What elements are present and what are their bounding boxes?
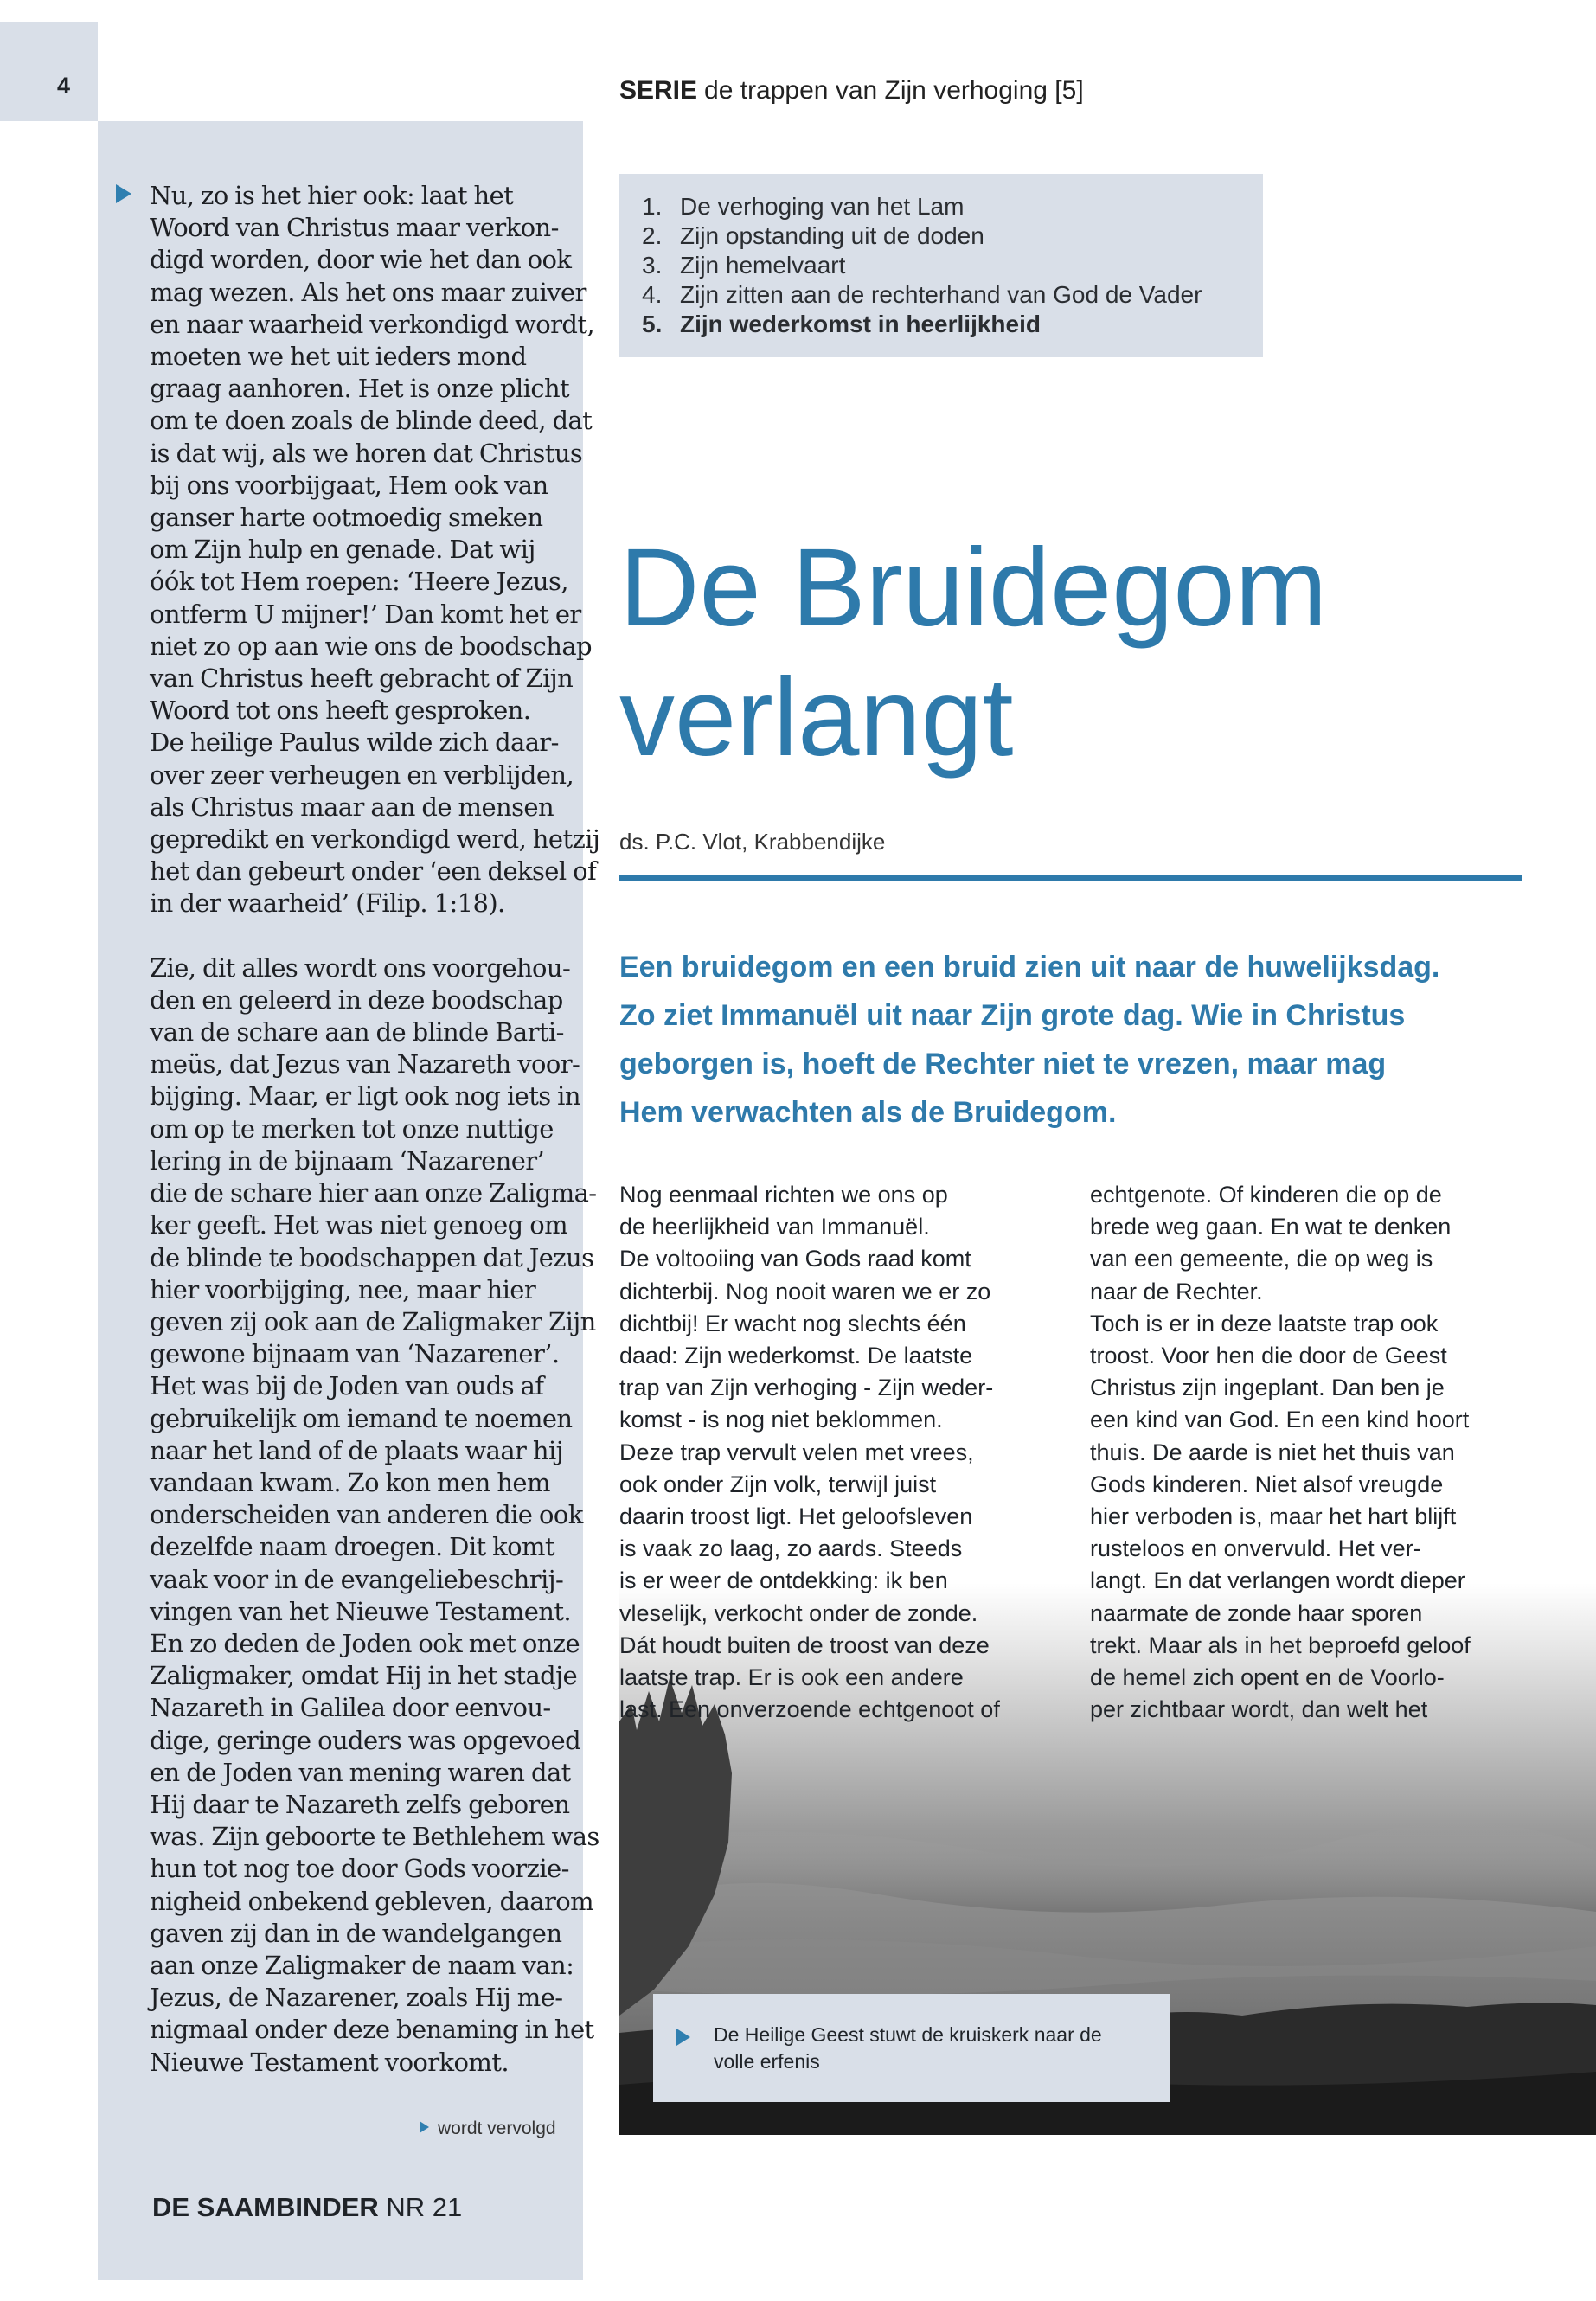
text-line: bij ons voorbijgaat, Hem ook van (150, 470, 548, 500)
text-line: de hemel zich opent en de Voorlo- (1090, 1664, 1445, 1691)
text-line: Nog eenmaal richten we ons op (619, 1182, 948, 1208)
text-line: Zie, dit alles wordt ons voorgehou- (150, 952, 571, 983)
text-line: dichtbij! Er wacht nog slechts één (619, 1310, 966, 1336)
text-line: digd worden, door wie het dan ook (150, 245, 572, 275)
article-column-2 (1090, 1179, 1540, 1726)
text-line: in der waarheid’ (Filip. 1:18). (150, 888, 505, 919)
text-line: Hij daar te Nazareth zelfs geboren (150, 1789, 570, 1819)
text-line: de blinde te boodschappen dat Jezus (150, 1242, 594, 1272)
text-line: gaven zij dan in de wandelgangen (150, 1918, 562, 1948)
text-line: naar het land of de plaats waar hij (150, 1435, 564, 1465)
magazine-footer (152, 2192, 462, 2223)
text-line: graag aanhoren. Het is onze plicht (150, 374, 570, 404)
sidebar-paragraph-1 (150, 180, 600, 920)
text-line: troost. Voor hen die door de Geest (1090, 1343, 1447, 1369)
text-line: van Christus heeft gebracht of Zijn (150, 663, 574, 694)
text-line: Woord tot ons heeft gesproken. (150, 695, 531, 726)
text-line: en naar waarheid verkondigd wordt, (150, 309, 595, 339)
text-line: ganser harte ootmoedig smeken (150, 503, 543, 533)
text-line: aan onze Zaligmaker de naam van: (150, 1950, 574, 1980)
text-line: langt. En dat verlangen wordt dieper (1090, 1567, 1465, 1594)
text-line: Een bruidegom en een bruid zien uit naar de huwelijksdag. (619, 951, 1440, 984)
text-line: dige, geringe ouders was opgevoed (150, 1725, 581, 1755)
text-line: was. Zijn geboorte te Bethlehem was (150, 1822, 599, 1852)
text-line: ook onder Zijn volk, terwijl juist (619, 1471, 937, 1497)
article-intro (619, 943, 1522, 1137)
text-line: als Christus maar aan de mensen (150, 792, 554, 822)
text-line: Gods kinderen. Niet alsof vreugde (1090, 1471, 1444, 1497)
text-line: naarmate de zonde haar sporen (1090, 1599, 1423, 1626)
text-line: hier voorbijging, nee, maar hier (150, 1274, 536, 1304)
text-line: Zo ziet Immanuël uit naar Zijn grote dag. Wie in Christus (619, 999, 1406, 1032)
text-line: onderscheiden van anderen die ook (150, 1500, 583, 1530)
text-line: en de Joden van mening waren dat (150, 1757, 571, 1787)
text-line: moeten we het uit ieders mond (150, 342, 527, 372)
text-line: óók tot Hem roepen: ‘Heere Jezus, (150, 567, 568, 597)
sidebar-text (150, 180, 600, 2079)
text-line: is vaak zo laag, zo aards. Steeds (619, 1535, 963, 1562)
text-line: komst - is nog niet beklommen. (619, 1407, 943, 1433)
text-line: Nazareth in Galilea door eenvou- (150, 1693, 551, 1723)
text-line: dezelfde naam droegen. Dit komt (150, 1532, 554, 1562)
text-line: gebruikelijk om iemand te noemen (150, 1403, 573, 1433)
magazine-name: DE SAAMBINDER (152, 2192, 379, 2222)
text-line: mag wezen. Als het ons maar zuiver (150, 277, 586, 307)
text-line: Hem verwachten als de Bruidegom. (619, 1096, 1117, 1129)
text-line: om op te merken tot onze nuttige (150, 1113, 554, 1144)
text-line: meüs, dat Jezus van Nazareth voor- (150, 1049, 580, 1080)
text-line: laatste trap. Er is ook een andere (619, 1664, 964, 1691)
page-number-tab (0, 22, 98, 121)
list-item: 3. Zijn hemelvaart (642, 252, 846, 279)
series-label: SERIE (619, 76, 698, 105)
headline-line-2: verlangt (619, 656, 1014, 779)
text-line: brede weg gaan. En wat te denken (1090, 1214, 1452, 1240)
text-line: is dat wij, als we horen dat Christus (150, 438, 583, 468)
text-line: vleselijk, verkocht onder de zonde. (619, 1599, 978, 1626)
text-line: trap van Zijn verhoging - Zijn weder- (619, 1375, 994, 1401)
list-item-current: 5. Zijn wederkomst in heerlijkheid (642, 311, 1041, 337)
text-line: die de schare hier aan onze Zaligma- (150, 1178, 597, 1208)
text-line: vaak voor in de evangeliebeschrij- (150, 1564, 564, 1594)
text-line: volle erfenis (714, 2050, 820, 2073)
text-line: Zaligmaker, omdat Hij in het stadje (150, 1661, 578, 1691)
text-line: De heilige Paulus wilde zich daar- (150, 727, 559, 758)
text-line: van een gemeente, die op weg is (1090, 1246, 1433, 1272)
caption-arrow-icon (676, 2029, 690, 2046)
text-line: Deze trap vervult velen met vrees, (619, 1439, 974, 1465)
headline-divider (619, 875, 1522, 881)
text-line: ontferm U mijner!’ Dan komt het er (150, 599, 581, 629)
text-line: een kind van God. En een kind hoort (1090, 1407, 1470, 1433)
text-line: Toch is er in deze laatste trap ook (1090, 1310, 1439, 1336)
article-byline: ds. P.C. Vlot, Krabbendijke (619, 829, 886, 855)
text-line: gepredikt en verkondigd werd, hetzij (150, 824, 600, 855)
text-line: van de schare aan de blinde Barti- (150, 1017, 564, 1048)
text-line: om te doen zoals de blinde deed, dat (150, 406, 593, 436)
text-line: vingen van het Nieuwe Testament. (150, 1596, 572, 1626)
text-line: lering in de bijnaam ‘Nazarener’ (150, 1145, 545, 1176)
text-line: trekt. Maar als in het beproefd geloof (1090, 1631, 1471, 1658)
text-line: Nu, zo is het hier ook: laat het (150, 181, 514, 210)
text-line: Jezus, de Nazarener, zoals Hij me- (150, 1983, 563, 2013)
text-line: hun tot nog toe door Gods voorzie- (150, 1854, 569, 1884)
text-line: per zichtbaar wordt, dan welt het (1090, 1696, 1428, 1723)
text-line: Woord van Christus maar verkon- (150, 213, 559, 243)
sidebar-paragraph-2 (150, 952, 599, 2079)
text-line: thuis. De aarde is niet het thuis van (1090, 1439, 1455, 1465)
text-line: rusteloos en onvervuld. Het ver- (1090, 1535, 1421, 1562)
to-be-continued-label: wordt vervolgd (438, 2118, 556, 2138)
text-line: gewone bijnaam van ‘Nazarener’. (150, 1339, 560, 1369)
article-column-1 (619, 1179, 1069, 1726)
text-line: dichterbij. Nog nooit waren we er zo (619, 1278, 991, 1304)
series-overview-list (642, 192, 1202, 339)
text-line: geven zij ook aan de Zaligmaker Zijn (150, 1306, 596, 1336)
text-line: nigheid onbekend gebleven, daarom (150, 1886, 594, 1916)
issue-number: NR 21 (386, 2192, 463, 2222)
series-header (619, 76, 1084, 106)
text-line: den en geleerd in deze boodschap (150, 984, 563, 1015)
text-line: echtgenote. Of kinderen die op de (1090, 1182, 1442, 1208)
text-line: niet zo op aan wie ons de boodschap (150, 631, 593, 661)
text-line: daarin troost ligt. Het geloofsleven (619, 1503, 973, 1530)
text-line: hier verboden is, maar het hart blijft (1090, 1503, 1457, 1530)
text-line: het dan gebeurt onder ‘een deksel of (150, 856, 597, 887)
series-title: de trappen van Zijn verhoging [5] (704, 76, 1084, 105)
text-line: De Heilige Geest stuwt de kruiskerk naar de (714, 2023, 1102, 2046)
text-line: om Zijn hulp en genade. Dat wij (150, 535, 535, 565)
text-line: over zeer verheugen en verblijden, (150, 760, 574, 790)
headline-line-1: De Bruidegom (619, 526, 1328, 650)
text-line: Nieuwe Testament voorkomt. (150, 2047, 509, 2077)
text-line: Het was bij de Joden van ouds af (150, 1371, 544, 1401)
text-line: is er weer de ontdekking: ik ben (619, 1567, 948, 1594)
text-line: geborgen is, hoeft de Rechter niet te vrezen, maar mag (619, 1048, 1387, 1080)
text-line: nigmaal onder deze benaming in het (150, 2015, 594, 2045)
text-line: En zo deden de Joden ook met onze (150, 1628, 580, 1658)
text-line: bijging. Maar, er ligt ook nog iets in (150, 1081, 580, 1112)
text-line: last. Een onverzoende echtgenoot of (619, 1696, 1000, 1723)
article-headline (619, 523, 1327, 783)
list-item: 1. De verhoging van het Lam (642, 193, 965, 220)
text-line: Dát houdt buiten de troost van deze (619, 1631, 990, 1658)
photo-caption (714, 2022, 1155, 2075)
paragraph-arrow-icon (116, 184, 131, 203)
text-line: Christus zijn ingeplant. Dan ben je (1090, 1375, 1445, 1401)
list-item: 2. Zijn opstanding uit de doden (642, 222, 984, 249)
list-item: 4. Zijn zitten aan de rechterhand van God de Vader (642, 281, 1202, 308)
triangle-arrow-icon (420, 2121, 429, 2133)
text-line: De voltooiing van Gods raad komt (619, 1246, 971, 1272)
text-line: de heerlijkheid van Immanuël. (619, 1214, 930, 1240)
text-line: daad: Zijn wederkomst. De laatste (619, 1343, 973, 1369)
page-number: 4 (57, 73, 71, 99)
text-line: ker geeft. Het was niet genoeg om (150, 1210, 568, 1240)
text-line: vandaan kwam. Zo kon men hem (150, 1467, 550, 1497)
text-line: naar de Rechter. (1090, 1278, 1263, 1304)
to-be-continued (420, 2118, 556, 2139)
